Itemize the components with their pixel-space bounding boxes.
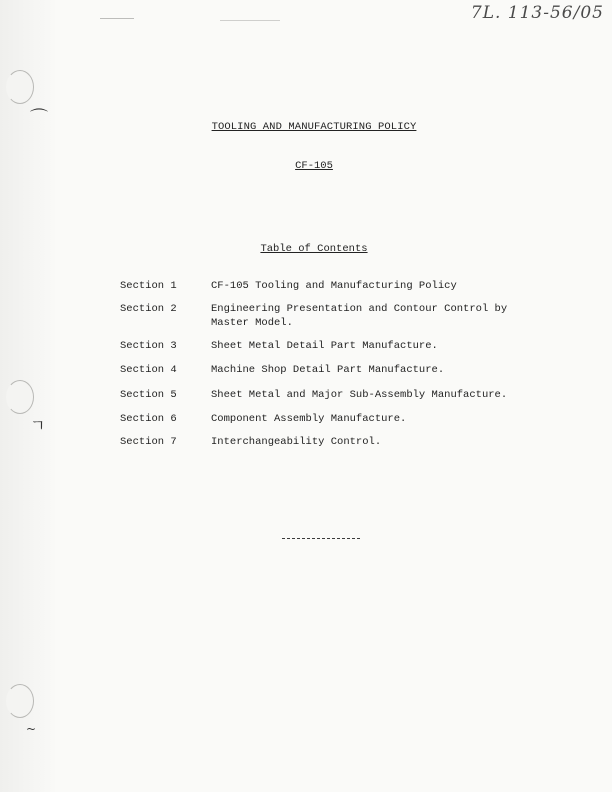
toc-section-title: CF-105 Tooling and Manufacturing Policy xyxy=(211,280,457,292)
toc-section-title: Interchangeability Control. xyxy=(211,436,382,448)
handwritten-reference: 7L. 113-56/05 xyxy=(470,3,604,23)
stray-mark: ㄱ xyxy=(30,416,46,435)
stray-mark: ~ xyxy=(26,722,37,736)
toc-heading: Table of Contents xyxy=(260,243,368,255)
toc-section-label: Section 6 xyxy=(120,413,177,425)
punch-hole xyxy=(6,684,34,718)
toc-section-label: Section 1 xyxy=(120,280,177,292)
toc-section-label: Section 7 xyxy=(120,436,177,448)
toc-section-label: Section 2 xyxy=(120,303,177,315)
toc-section-title: Sheet Metal Detail Part Manufacture. xyxy=(211,340,438,352)
stray-mark: ⌒ xyxy=(30,108,48,129)
toc-section-title: Component Assembly Manufacture. xyxy=(211,413,407,425)
toc-section-label: Section 4 xyxy=(120,364,177,376)
toc-section-label: Section 3 xyxy=(120,340,177,352)
stray-mark xyxy=(220,20,280,21)
punch-hole xyxy=(6,380,34,414)
document-number: CF-105 xyxy=(295,160,333,172)
toc-section-title: Engineering Presentation and Contour Control by Master Model. xyxy=(211,303,508,329)
end-divider xyxy=(282,538,360,539)
stray-mark xyxy=(100,18,134,19)
toc-section-title: Sheet Metal and Major Sub-Assembly Manufacture. xyxy=(211,389,508,401)
document-title: TOOLING AND MANUFACTURING POLICY xyxy=(211,121,417,133)
toc-section-title: Machine Shop Detail Part Manufacture. xyxy=(211,364,445,376)
toc-section-label: Section 5 xyxy=(120,389,177,401)
punch-hole xyxy=(6,70,34,104)
